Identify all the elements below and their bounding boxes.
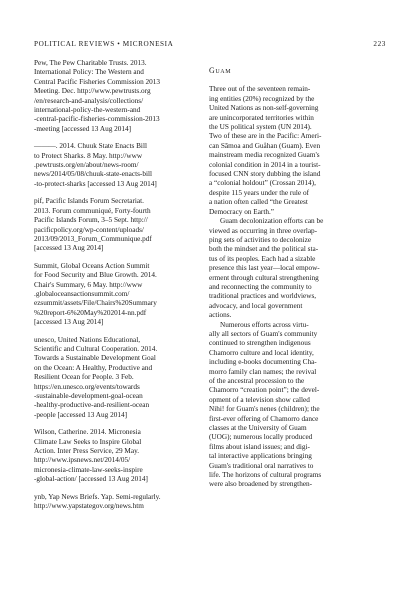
reference-line: international-policy-the-western-and	[34, 106, 141, 115]
body-line: Guam's traditional oral narratives to	[209, 461, 314, 470]
body-line: Two of these are in the Pacific: Ameri-	[209, 132, 322, 141]
reference-line: -to-protect-sharks [accessed 13 Aug 2014]	[34, 179, 157, 188]
body-line: the US political system (UN 2014).	[209, 123, 312, 132]
body-line: both the mindset and the political sta-	[209, 245, 319, 254]
reference-line: 2013/09/2013_Forum_Communique.pdf	[34, 234, 152, 243]
reference-line: micronesia-climate-law-seeks-inspire	[34, 465, 143, 474]
body-line: ping sets of activities to decolonize	[209, 235, 312, 244]
body-line: were also broadened by strengthen-	[209, 480, 313, 489]
reference-line: http://www.ipsnews.net/2014/05/	[34, 456, 131, 465]
guam-section-column	[209, 59, 382, 490]
body-line: are unincorporated territories within	[209, 113, 314, 122]
reference-line: Chair's Summary, 6 May. http://www	[34, 280, 143, 289]
reference-line: Pacific Islands Forum, 3–5 Sept. http://	[34, 216, 148, 225]
reference-line: [accessed 13 Aug 2014]	[34, 244, 104, 253]
running-head	[34, 40, 386, 48]
body-line: focused CNN story dubbing the island	[209, 170, 321, 179]
body-line: actions.	[209, 311, 232, 320]
reference-line: ynb, Yap News Briefs. Yap. Semi-regularly.	[34, 492, 161, 501]
body-line: Nihi! for Guam's nenes (children); the	[209, 405, 320, 414]
reference-line: Climate Law Seeks to Inspire Global	[34, 437, 142, 446]
reference-line: pif, Pacific Islands Forum Secretariat.	[34, 197, 144, 206]
body-line: including e-books documenting Cha-	[209, 358, 317, 367]
body-line: classes at the University of Guam	[209, 424, 307, 433]
body-line: viewed as occurring in three overlap-	[209, 226, 318, 235]
body-line: morro family clan names; the revival	[209, 367, 317, 376]
body-paragraph	[209, 85, 382, 217]
section-body	[209, 85, 382, 489]
reference-line: https://en.unesco.org/events/towards	[34, 382, 140, 391]
body-line: and reconnecting the community to	[209, 282, 312, 291]
reference-entry	[34, 59, 207, 134]
body-line: despite 115 years under the rule of	[209, 188, 309, 197]
reference-line: unesco, United Nations Educational,	[34, 335, 141, 344]
reference-line: -sustainable-development-goal-ocean	[34, 392, 143, 400]
reference-line: [accessed 13 Aug 2014]	[34, 318, 104, 327]
body-line: mainstream media recognized Guam's	[209, 151, 320, 160]
body-line: a nation often called “the Greatest	[209, 198, 308, 207]
reference-entry	[34, 262, 207, 328]
reference-line: -global-action/ [accessed 13 Aug 2014]	[34, 475, 148, 484]
reference-line: Scientific and Cultural Cooperation. 2014.	[34, 344, 158, 353]
section-title: Guam	[209, 66, 232, 75]
page-number: 223	[373, 40, 386, 48]
reference-line: on the Ocean: A Healthy, Productive and	[34, 363, 153, 372]
reference-entry	[34, 336, 207, 421]
running-head-title: POLITICAL REVIEWS • MICRONESIA	[34, 40, 174, 48]
reference-line: -meeting [accessed 13 Aug 2014]	[34, 124, 132, 133]
reference-line: Meeting. Dec. http://www.pewtrusts.org	[34, 87, 151, 96]
reference-entry	[34, 142, 207, 189]
reference-entry	[34, 428, 207, 484]
body-line: Numerous efforts across virtu-	[220, 320, 309, 329]
body-line: tus of its peoples. Each had a sizable	[209, 254, 316, 263]
body-line: first-ever offering of Chamorro dance	[209, 414, 319, 423]
reference-line: 2013. Forum communiqué, Forty-fourth	[34, 206, 151, 215]
reference-entry	[34, 197, 207, 253]
reference-line: Summit, Global Oceans Action Summit	[34, 261, 150, 270]
reference-line: Towards a Sustainable Development Goal	[34, 354, 156, 363]
reference-line: -healthy-productive-and-resilient-ocean	[34, 401, 150, 410]
body-line: opment of a television show called	[209, 395, 310, 404]
reference-line: -central-pacific-fisheries-commission-2013	[34, 115, 160, 124]
reference-line: %20report-6%20May%202014-nn.pdf	[34, 308, 147, 317]
body-line: presence this last year—local empow-	[209, 264, 320, 273]
body-line: Guam decolonization efforts can be	[220, 217, 324, 226]
body-line: can Sāmoa and Guåhan (Guam). Even	[209, 141, 321, 150]
body-paragraph	[209, 217, 382, 320]
reference-line: ———. 2014. Chuuk State Enacts Bill	[34, 142, 147, 151]
body-line: Three out of the seventeen remain-	[209, 85, 311, 94]
body-line: Chamorro “creation point”; the devel-	[209, 386, 320, 395]
body-line: ing entities (20%) recognized by the	[209, 94, 315, 103]
body-line: films about island issues; and digi-	[209, 442, 310, 451]
reference-line: ezsummit/assets/File/Chairs%20Summary	[34, 299, 157, 308]
reference-line: /en/research-and-analysis/collections/	[34, 96, 144, 105]
body-line: Chamorro culture and local identity,	[209, 348, 314, 357]
body-line: (UOG); numerous locally produced	[209, 433, 313, 442]
reference-line: Resilient Ocean for People. 3 Feb.	[34, 373, 134, 382]
body-line: Democracy on Earth.”	[209, 207, 275, 216]
body-line: United Nations as non-self-governing	[209, 104, 319, 113]
body-line: colonial condition in 2014 in a tourist-	[209, 160, 321, 169]
references-column	[34, 59, 207, 519]
body-line: advocacy, and local government	[209, 301, 303, 310]
reference-line: International Policy: The Western and	[34, 68, 144, 77]
reference-line: Central Pacific Fisheries Commission 2013	[34, 77, 161, 86]
reference-line: Pew, The Pew Charitable Trusts. 2013.	[34, 59, 147, 67]
reference-line: -people [accessed 13 Aug 2014]	[34, 410, 128, 419]
reference-line: pacificpolicy.org/wp-content/uploads/	[34, 225, 144, 234]
reference-line: Action. Inter Press Service, 29 May.	[34, 447, 140, 456]
body-line: ally all sectors of Guam's community	[209, 329, 318, 338]
body-line: tal interactive applications bringing	[209, 452, 312, 461]
reference-line: http://www.yapstategov.org/news.htm	[34, 502, 144, 511]
body-line: life. The horizons of cultural programs	[209, 471, 322, 480]
reference-line: news/2014/05/08/chuuk-state-enacts-bill	[34, 170, 152, 179]
body-line: a “colonial holdout” (Crossan 2014),	[209, 179, 316, 188]
reference-line: Wilson, Catherine. 2014. Micronesia	[34, 428, 141, 437]
reference-line: to Protect Sharks. 8 May. http://www	[34, 151, 143, 160]
body-paragraph	[209, 321, 382, 490]
reference-entry	[34, 493, 207, 512]
reference-line: for Food Security and Blue Growth. 2014.	[34, 271, 157, 280]
body-line: traditional practices and worldviews,	[209, 292, 317, 301]
reference-line: .globaloceansactionsummit.com/	[34, 289, 130, 298]
body-line: of the ancestral procession to the	[209, 377, 305, 385]
body-line: erment through cultural strengthening	[209, 273, 319, 282]
body-line: continued to strengthen indigenous	[209, 339, 311, 348]
reference-line: .pewtrusts.org/en/about/news-room/	[34, 161, 139, 170]
